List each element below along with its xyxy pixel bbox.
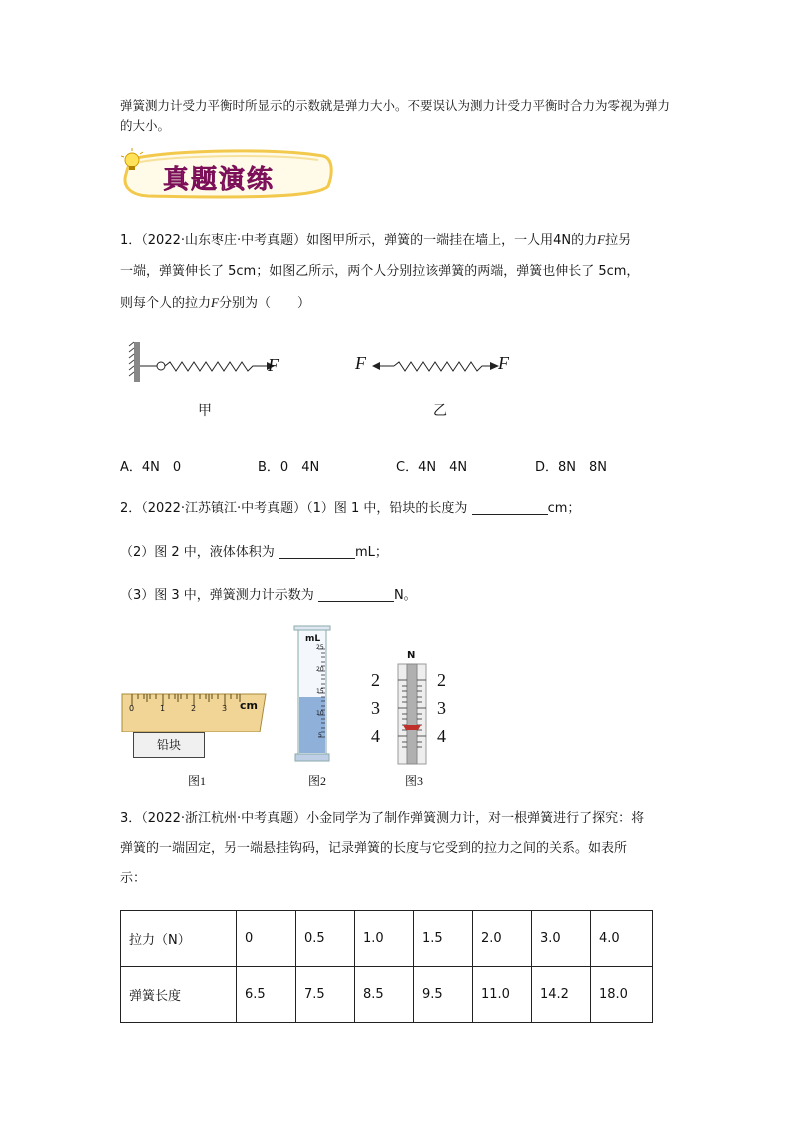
arrow-yi-left [372, 362, 380, 370]
fig2-caption: 图2 [308, 774, 327, 788]
scale-tick-4-right: 4 [437, 726, 446, 746]
ruler-tick-1: 1 [160, 704, 166, 713]
question-2-line2 [120, 539, 680, 567]
table-cell: 14.2 [532, 967, 591, 1023]
scale-tick-2-left: 2 [371, 670, 380, 690]
fig1-caption: 图1 [188, 774, 207, 788]
q2-line1a: 2．（2022·江苏镇江·中考真题）（1）图 1 中，铅块的长度为 [120, 501, 468, 516]
scale-pointer [403, 725, 421, 730]
table-cell: 3.0 [532, 911, 591, 967]
q2-line1b: cm； [547, 501, 581, 516]
table-cell: 2.0 [473, 911, 532, 967]
cylinder-tick-20: 20 [316, 666, 324, 673]
table-cell: 18.0 [591, 967, 653, 1023]
question-2-line1 [120, 495, 680, 523]
fig-label-yi: 乙 [433, 403, 447, 419]
liquid [299, 697, 325, 753]
cylinder-tick-15: 15 [316, 688, 324, 695]
table-row [121, 911, 653, 967]
table-cell: 4.0 [591, 911, 653, 967]
cylinder-unit: mL [305, 634, 321, 644]
ruler-tick-3: 3 [222, 704, 228, 713]
lead-block: 铅块 [133, 732, 205, 758]
ruler-tick-2: 2 [191, 704, 197, 713]
force-label-jia: F [268, 355, 279, 375]
spring-jia [165, 362, 267, 371]
q2-line3b: N。 [393, 588, 417, 603]
table-cell: 1.5 [414, 911, 473, 967]
ruler-tick-0: 0 [129, 704, 135, 713]
scale-tick-4-left: 4 [371, 726, 380, 746]
table-cell: 9.5 [414, 967, 473, 1023]
q1-line1: 1．（2022·山东枣庄·中考真题）如图甲所示，弹簧的一端挂在墙上，一人用4N的力 [120, 233, 598, 248]
question-1 [120, 226, 680, 318]
table-cell: 1.0 [355, 911, 414, 967]
figure-3 [367, 650, 457, 765]
q1-line3a: 则每个人的拉力 [120, 296, 212, 311]
q1-var-f2: F [211, 295, 219, 310]
fig3-caption: 图3 [405, 774, 424, 788]
table-cell: 7.5 [296, 967, 355, 1023]
cylinder-tick-5: 5 [318, 732, 322, 739]
table-cell: 11.0 [473, 967, 532, 1023]
q1-line3b: 分别为（ ） [218, 296, 310, 311]
spring-data-table [120, 910, 653, 1023]
answer-blank-2[interactable] [279, 542, 355, 559]
option-b: B．0 4N [258, 460, 320, 475]
q3-line1: 3．（2022·浙江杭州·中考真题）小金同学为了制作弹簧测力计，对一根弹簧进行了探究：将 [120, 811, 645, 826]
fig-label-jia: 甲 [198, 403, 212, 419]
q3-line3: 示： [120, 871, 147, 886]
q2-line3a: （3）图 3 中，弹簧测力计示数为 [120, 588, 314, 603]
option-a: A．4N 0 [120, 460, 182, 475]
table-row [121, 967, 653, 1023]
table-cell: 0.5 [296, 911, 355, 967]
q2-line2a: （2）图 2 中，液体体积为 [120, 545, 275, 560]
cylinder [292, 624, 332, 764]
q1-line2: 一端，弹簧伸长了 5cm；如图乙所示，两个人分别拉该弹簧的两端，弹簧也伸长了 5cm， [120, 264, 640, 279]
answer-blank-3[interactable] [318, 585, 394, 602]
question-2-line3 [120, 582, 680, 610]
table-cell: 弹簧长度 [121, 967, 237, 1023]
section-banner [118, 146, 336, 204]
q3-line2: 弹簧的一端固定，另一端悬挂钩码，记录弹簧的长度与它受到的拉力之间的关系。如表所 [120, 841, 628, 856]
option-d: D．8N 8N [535, 460, 608, 475]
scale-tick-2-right: 2 [437, 670, 446, 690]
cylinder-tick-10: 10 [316, 710, 324, 717]
q1-var-f: F [597, 232, 606, 247]
scale-tick-3-left: 3 [371, 698, 380, 718]
banner-title: 真题演练 [163, 165, 276, 195]
figure-2 [292, 624, 332, 764]
scale-tick-3-right: 3 [437, 698, 446, 718]
ruler-unit: cm [240, 699, 258, 712]
answer-blank-1[interactable] [472, 498, 548, 515]
table-cell: 拉力（N） [121, 911, 237, 967]
cylinder-tick-25: 25 [316, 644, 324, 651]
option-c: C．4N 4N [396, 460, 468, 475]
scale-unit: N [407, 650, 416, 661]
figure-yi [368, 352, 503, 382]
table-cell: 0 [237, 911, 296, 967]
intro-text: 弹簧测力计受力平衡时所显示的示数就是弹力大小。不要误认为测力计受力平衡时合力为零视为弹力的大小。 [120, 98, 671, 133]
table-cell: 8.5 [355, 967, 414, 1023]
force-label-yi-right: F [498, 353, 509, 373]
q1-line1b: 拉另 [605, 233, 632, 248]
question-3 [120, 804, 680, 894]
table-cell: 6.5 [237, 967, 296, 1023]
figure-1 [120, 692, 270, 762]
spring-yi [394, 362, 490, 371]
q2-line2b: mL； [354, 545, 388, 560]
force-label-yi-left: F [355, 353, 366, 373]
